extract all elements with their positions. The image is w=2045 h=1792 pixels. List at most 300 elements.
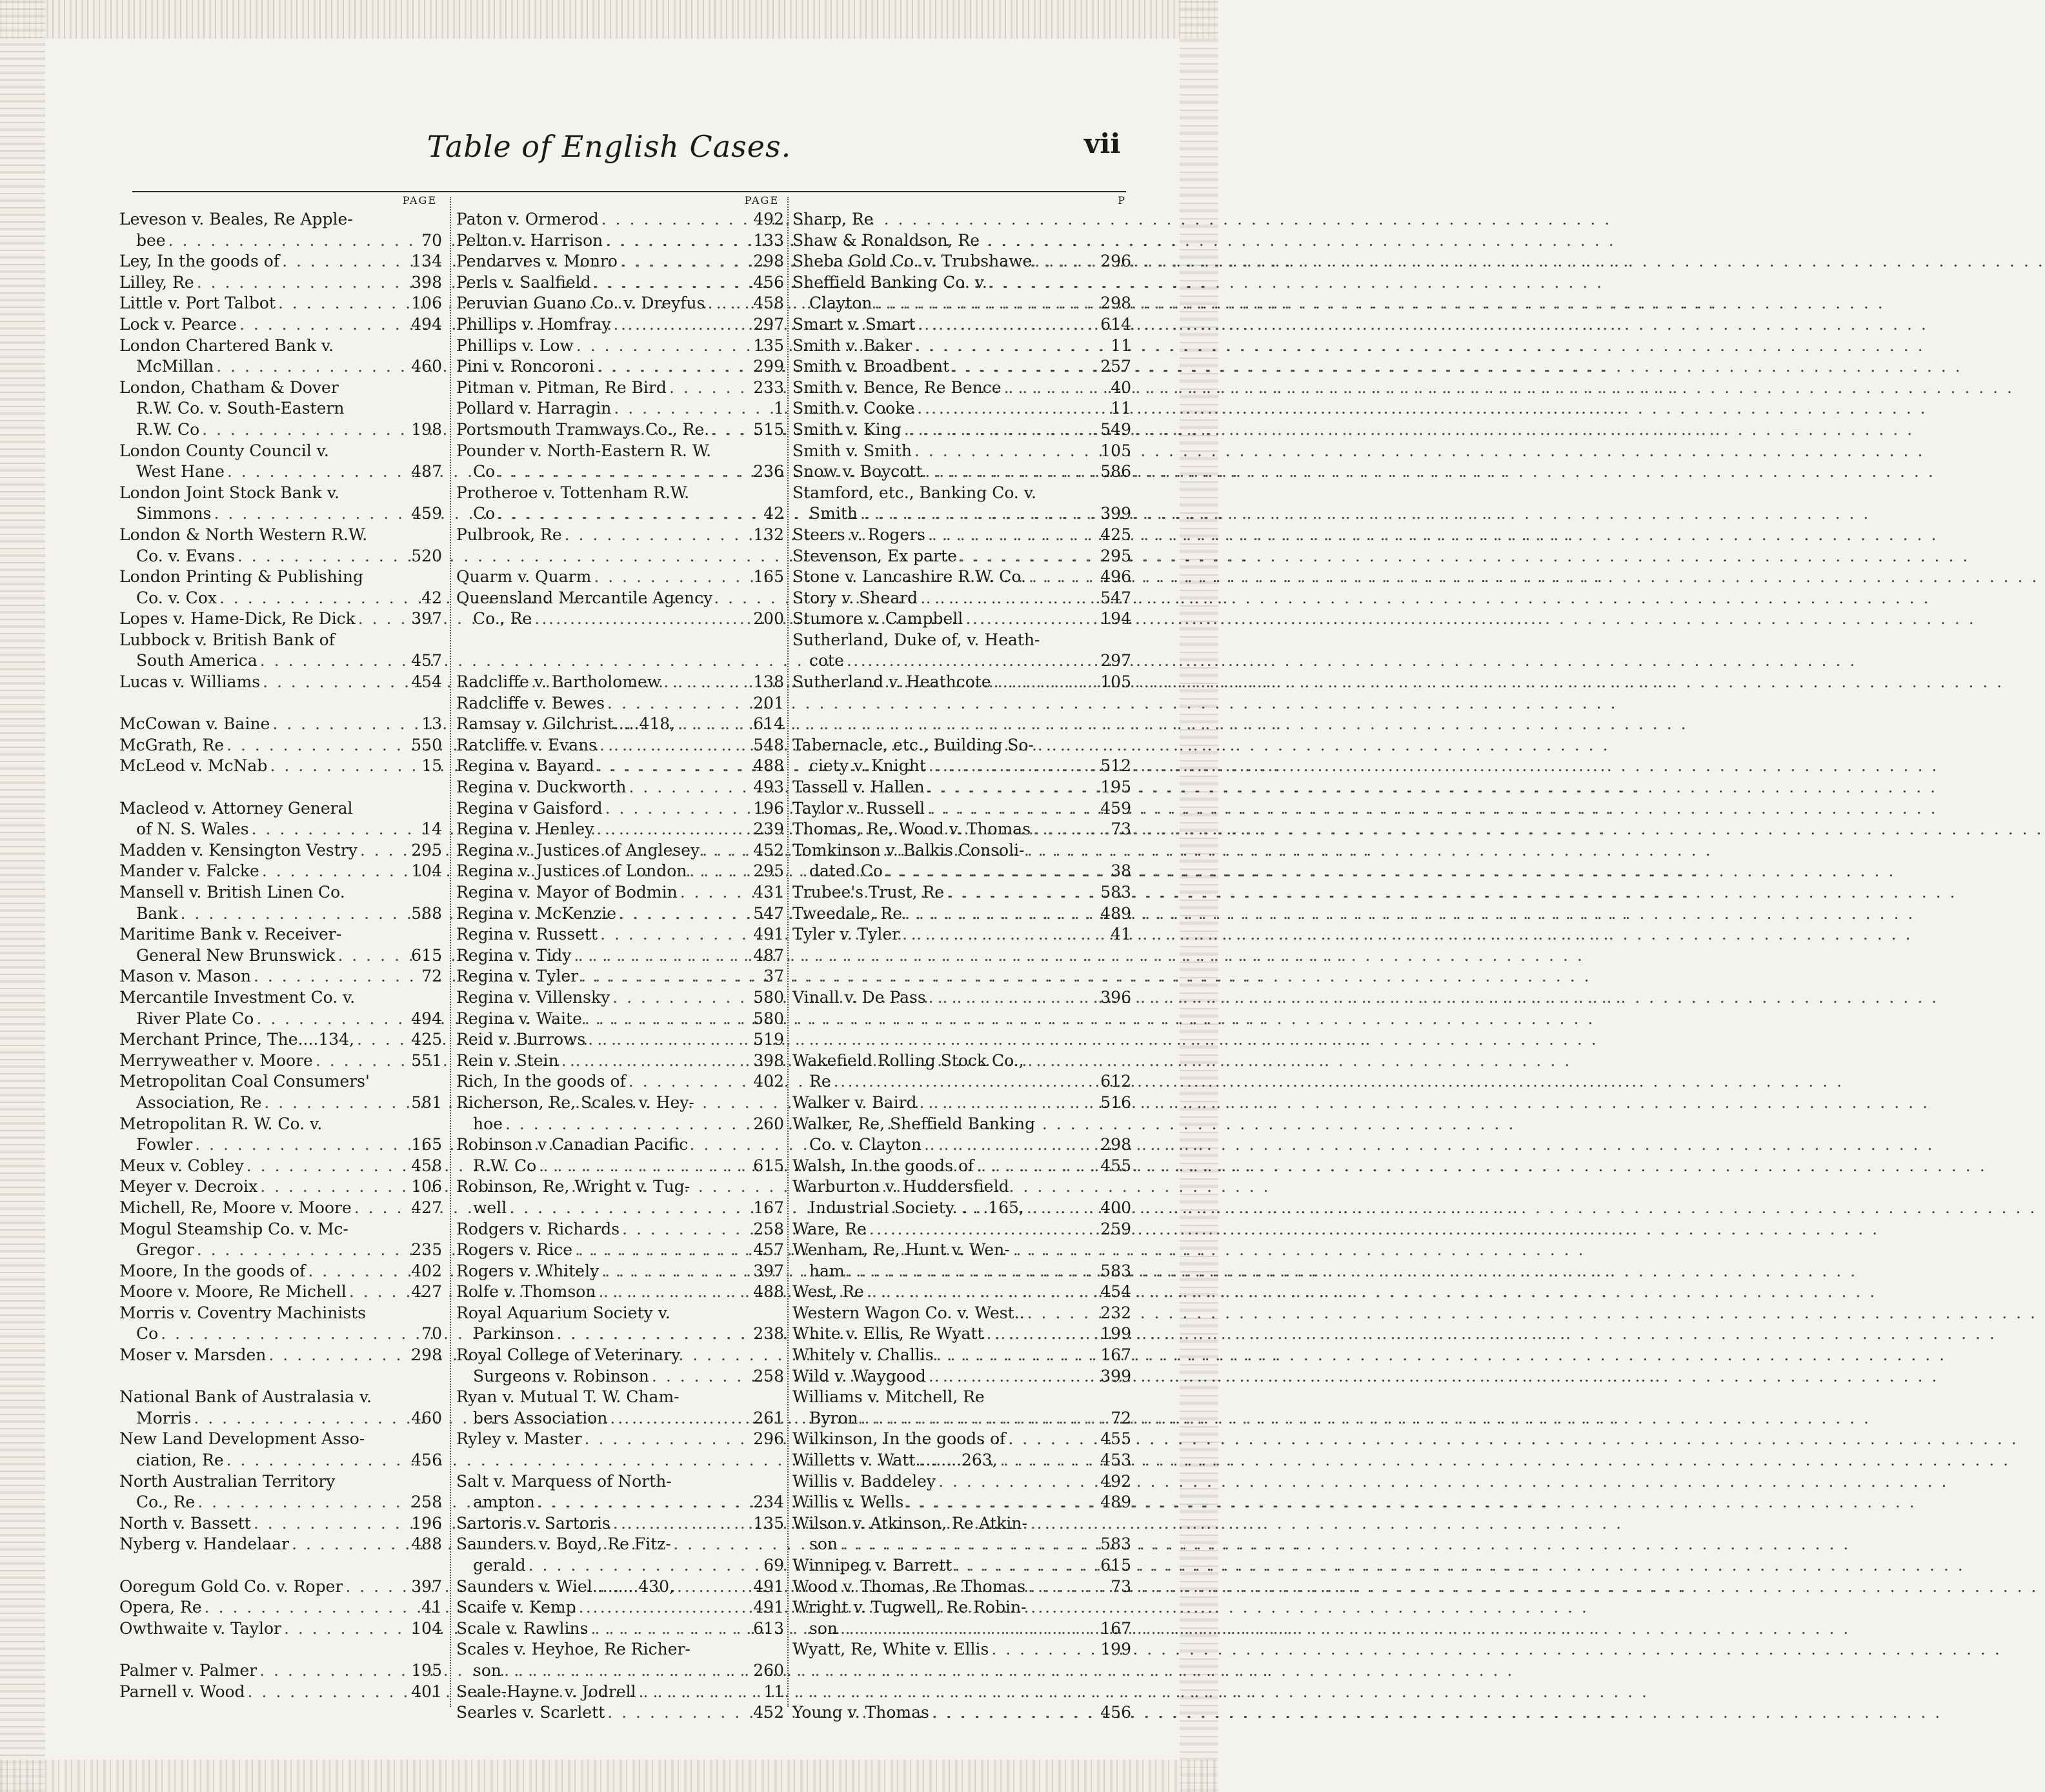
dot-leader — [663, 672, 751, 693]
page-ref: 516 — [1100, 1092, 1131, 1112]
case-entry — [792, 441, 1131, 462]
page-ref: 586 — [1100, 462, 1131, 481]
case-entry — [456, 966, 784, 987]
page-ref: 165 — [411, 1135, 442, 1154]
dot-leader — [976, 1156, 1098, 1177]
page-ref: 548 — [753, 735, 784, 754]
page-ref: 452 — [753, 1703, 784, 1722]
case-name: Rich, In the goods of — [456, 1072, 626, 1091]
page-ref: 298 — [753, 252, 784, 271]
case-name: Radcliffe v. Bartholomew — [456, 672, 661, 692]
case-name: Macleod v. Attorney General — [119, 798, 353, 818]
case-entry — [792, 819, 1131, 840]
page-ref: 400 — [1100, 1198, 1131, 1217]
case-name: Fowler — [136, 1135, 193, 1154]
case-entry — [792, 356, 1131, 378]
dot-leader — [263, 672, 408, 693]
case-name: Taylor v. Russell — [792, 798, 925, 818]
page-ref: 195 — [411, 1660, 442, 1680]
case-name: Leveson v. Beales, Re Apple- — [119, 210, 353, 228]
case-name: Sheba Gold Co. v. Trubshawe — [792, 252, 1033, 271]
case-name: Searles v. Scarlett — [456, 1703, 605, 1722]
spacer-row — [119, 1555, 442, 1576]
case-entry — [456, 588, 784, 609]
case-entry — [456, 693, 784, 714]
dot-leader — [272, 714, 414, 735]
case-entry — [456, 1345, 784, 1366]
case-entry — [792, 924, 1131, 945]
case-entry — [456, 798, 784, 820]
dot-leader — [561, 1051, 751, 1072]
page-ref: 298 — [1100, 294, 1131, 313]
case-name: Moore v. Moore, Re Michell — [119, 1282, 347, 1302]
dot-leader — [840, 1534, 1098, 1555]
dot-leader — [929, 756, 1098, 777]
case-name: Tweedale, Re — [792, 903, 902, 923]
spacer-row — [792, 693, 1131, 714]
spacer-row — [792, 714, 1131, 735]
dot-leader — [929, 987, 1098, 1009]
dot-leader — [601, 209, 751, 230]
dot-leader — [509, 1198, 751, 1219]
page-ref: 72 — [1111, 1408, 1131, 1427]
page-ref: 491 — [753, 1576, 784, 1596]
case-entry — [119, 588, 442, 609]
dot-leader — [906, 1492, 1098, 1513]
page-ref: 38 — [1111, 861, 1131, 881]
page-ref: 520 — [411, 546, 442, 565]
dot-leader — [1027, 1198, 1098, 1219]
page-ref: 398 — [753, 1051, 784, 1070]
page-ref: 425 — [411, 1030, 442, 1049]
page-ref: 402 — [411, 1261, 442, 1280]
case-name: Willis v. Wells — [792, 1493, 904, 1512]
dot-leader — [505, 1114, 751, 1135]
case-name: Lilley, Re — [119, 272, 194, 292]
case-name: Willis v. Baddeley — [792, 1471, 936, 1491]
case-name: Pounder v. North-Eastern R. W. — [456, 441, 712, 460]
case-name: ampton — [473, 1493, 535, 1512]
case-entry — [792, 1071, 1131, 1092]
case-name: Little v. Port Talbot — [119, 294, 276, 313]
dot-leader — [260, 650, 409, 672]
case-name: Walker v. Baird — [792, 1092, 917, 1112]
case-name: Williams v. Mitchell, Re — [792, 1387, 985, 1407]
case-name: Regina v. Justices of London — [456, 861, 687, 881]
case-entry — [119, 1324, 442, 1345]
case-entry — [456, 1029, 784, 1051]
page-ref: 581 — [411, 1092, 442, 1112]
dot-leader — [920, 1092, 1098, 1114]
case-entry — [119, 1303, 442, 1324]
case-name: Mogul Steamship Co. v. Mc- — [119, 1219, 348, 1238]
dot-leader — [581, 966, 756, 987]
page-ref: 456 — [411, 1451, 442, 1470]
page-ref: 259 — [1100, 1219, 1131, 1238]
page-ref: 489 — [1100, 903, 1131, 923]
case-name: Smith v. Cooke — [792, 399, 915, 418]
case-name: Sheffield Banking Co. v. — [792, 272, 987, 292]
case-name: Sutherland, Duke of, v. Heath- — [792, 630, 1040, 649]
dot-leader — [214, 503, 409, 525]
case-entry — [792, 1429, 1131, 1450]
case-entry — [456, 1639, 784, 1660]
page-ref: 235 — [411, 1240, 442, 1260]
case-entry — [456, 1682, 784, 1703]
dot-leader — [565, 525, 751, 546]
page-ref: 425 — [1100, 525, 1131, 544]
case-entry — [456, 503, 784, 525]
case-name: Wyatt, Re, White v. Ellis — [792, 1640, 989, 1659]
case-entry — [119, 1176, 442, 1198]
dot-leader — [585, 1429, 751, 1450]
case-name: Smith — [809, 504, 858, 523]
case-name: Willetts v. Watt.........263, — [792, 1451, 998, 1470]
page-column-head: PAGE — [402, 194, 437, 206]
case-entry — [119, 293, 442, 314]
page-ref: 583 — [1100, 1261, 1131, 1280]
case-entry — [456, 1429, 784, 1450]
case-name: Merryweather v. Moore — [119, 1051, 313, 1070]
case-name: Reid v. Burrows — [456, 1030, 586, 1049]
case-entry — [119, 230, 442, 252]
case-name: Story v. Sheard — [792, 588, 918, 607]
page-ref: 105 — [1100, 441, 1131, 460]
dot-leader — [1000, 1450, 1098, 1471]
page-ref: 496 — [1100, 567, 1131, 587]
case-name: Wild v. Waygood — [792, 1366, 926, 1385]
case-entry — [456, 1071, 784, 1092]
case-entry — [119, 1471, 442, 1493]
case-entry — [792, 1324, 1131, 1345]
case-entry — [119, 1282, 442, 1303]
dot-leader — [678, 714, 751, 735]
dot-leader — [847, 650, 1098, 672]
case-entry — [119, 546, 442, 567]
case-name: Robinson v Canadian Pacific — [456, 1135, 689, 1154]
case-name: Ryley v. Master — [456, 1429, 582, 1449]
page-ref: 295 — [411, 840, 442, 860]
case-name: Meyer v. Decroix — [119, 1177, 258, 1196]
case-entry — [456, 1324, 784, 1345]
page-ref: 40 — [1111, 378, 1131, 397]
case-name: Parkinson — [473, 1324, 554, 1344]
page-ref: 487 — [753, 945, 784, 965]
case-entry — [119, 1092, 442, 1114]
case-entry — [456, 1009, 784, 1030]
case-entry — [119, 1345, 442, 1366]
dot-leader — [576, 336, 751, 357]
dot-leader — [1029, 567, 1098, 588]
dot-leader — [161, 1324, 414, 1345]
page-ref: 588 — [411, 903, 442, 923]
header-rule — [132, 191, 1126, 192]
dot-leader — [574, 945, 751, 967]
dot-leader — [557, 1324, 751, 1345]
page-ref: 492 — [1100, 1471, 1131, 1491]
case-name: Metropolitan R. W. Co. v. — [119, 1114, 323, 1133]
dot-leader — [216, 356, 408, 378]
page-ref: 133 — [753, 230, 784, 250]
dot-leader — [579, 1597, 751, 1618]
page-ref: 427 — [411, 1282, 442, 1302]
page-ref: 583 — [1100, 1535, 1131, 1554]
case-name: Radcliffe v. Bewes — [456, 693, 605, 712]
index-column-1 — [119, 194, 442, 1716]
case-entry — [119, 1429, 442, 1450]
dot-leader — [965, 609, 1098, 630]
case-name: Snow v. Boycott — [792, 462, 923, 481]
case-entry — [792, 483, 1131, 504]
page-ref: 399 — [1100, 504, 1131, 523]
page-ref: 494 — [411, 314, 442, 334]
case-entry — [119, 861, 442, 882]
page-ref: 613 — [753, 1618, 784, 1638]
case-name: Co. v. Clayton — [809, 1135, 922, 1154]
page-ref: 200 — [753, 609, 784, 629]
page-ref: 37 — [763, 967, 784, 986]
case-entry — [456, 1282, 784, 1303]
page-ref: 456 — [1100, 1703, 1131, 1722]
dot-leader — [1027, 1303, 1098, 1324]
case-entry — [119, 1134, 442, 1156]
case-entry — [456, 819, 784, 840]
dot-leader — [620, 251, 751, 272]
dot-leader — [927, 798, 1098, 820]
case-entry — [792, 861, 1131, 882]
page-ref: 549 — [1100, 419, 1131, 439]
dot-leader — [284, 1618, 408, 1640]
case-entry — [456, 525, 784, 546]
page-ref: 167 — [753, 1198, 784, 1217]
case-name: Ley, In the goods of — [119, 252, 280, 271]
case-entry — [119, 840, 442, 861]
case-name: London Joint Stock Bank v. — [119, 483, 339, 502]
case-entry — [119, 525, 442, 546]
page-ref: 70 — [421, 1324, 442, 1344]
page-ref: 42 — [421, 588, 442, 607]
case-name: Nyberg v. Handelaar — [119, 1535, 290, 1554]
case-name: Co. v. Evans — [136, 546, 235, 565]
dot-leader — [601, 1261, 751, 1282]
case-name: Clayton — [809, 294, 872, 313]
page-ref: 42 — [763, 504, 784, 523]
dot-leader — [195, 1134, 408, 1156]
case-name: Phillips v. Homfray — [456, 314, 611, 334]
case-entry — [456, 1471, 784, 1493]
case-entry — [792, 1387, 1131, 1408]
case-entry — [456, 1114, 784, 1135]
case-entry — [119, 987, 442, 1009]
case-entry — [792, 1618, 1131, 1640]
case-name: Wood v. Thomas, Re Thomas — [792, 1576, 1026, 1596]
page-ref: 580 — [753, 1009, 784, 1028]
page-ref: 492 — [753, 210, 784, 228]
case-name: Portsmouth Tramways Co., Re. — [456, 419, 710, 439]
case-entry — [456, 1408, 784, 1429]
page-column-head: PAGE — [744, 194, 779, 206]
case-entry — [792, 630, 1131, 651]
page-ref: 431 — [753, 883, 784, 901]
page-ref: 69 — [763, 1556, 784, 1575]
page-ref: 295 — [753, 861, 784, 881]
dot-leader — [227, 735, 408, 756]
case-entry — [456, 714, 784, 735]
case-entry — [792, 546, 1131, 567]
case-entry — [456, 336, 784, 357]
case-name: Parnell v. Wood — [119, 1682, 245, 1701]
page-ref: 238 — [753, 1324, 784, 1344]
case-name: Association, Re — [136, 1092, 262, 1112]
index-column-2 — [456, 194, 784, 1722]
case-name: Wenham, Re, Hunt v. Wen- — [792, 1240, 1010, 1260]
case-name: General New Brunswick — [136, 945, 336, 965]
dot-leader — [358, 609, 409, 630]
case-entry — [119, 1114, 442, 1135]
dot-leader — [248, 1682, 409, 1703]
case-name: North v. Bassett — [119, 1513, 251, 1533]
page-ref: 550 — [411, 735, 442, 754]
page-ref: 198 — [411, 419, 442, 439]
case-entry — [792, 903, 1131, 925]
page-ref: 488 — [753, 1282, 784, 1302]
page-ref: 488 — [753, 756, 784, 776]
case-name: Mansell v. British Linen Co. — [119, 883, 345, 901]
dot-leader — [927, 777, 1098, 798]
dot-leader — [308, 1261, 408, 1282]
case-name: Smith v. Smith — [792, 441, 912, 460]
case-entry — [792, 272, 1131, 294]
dot-leader — [904, 419, 1098, 441]
case-entry — [119, 903, 442, 925]
page-ref: 239 — [753, 820, 784, 839]
case-entry — [792, 398, 1131, 419]
case-name: Smith v. Bence, Re Bence — [792, 378, 1002, 397]
case-entry — [792, 1051, 1131, 1072]
case-entry — [119, 398, 442, 419]
spacer-row — [456, 630, 784, 651]
dot-leader — [205, 1597, 414, 1618]
page-ref: 299 — [753, 357, 784, 376]
case-entry — [119, 1534, 442, 1555]
case-name: Moore, In the goods of — [119, 1261, 306, 1280]
dot-leader — [357, 1029, 408, 1051]
page-ref: 397 — [411, 609, 442, 629]
dot-leader — [619, 903, 751, 925]
case-name: Scales v. Heyhoe, Re Richer- — [456, 1640, 690, 1659]
case-name: Lock v. Pearce — [119, 314, 237, 334]
case-name: Ryan v. Mutual T. W. Cham- — [456, 1387, 680, 1407]
dot-leader — [994, 672, 1098, 693]
spacer-row — [119, 1639, 442, 1660]
case-entry — [119, 756, 442, 777]
case-name: Scaife v. Kemp — [456, 1598, 576, 1617]
case-name: Rogers v. Whitely — [456, 1261, 599, 1280]
page-ref: 258 — [753, 1219, 784, 1238]
case-name: Smith v. Broadbent — [792, 357, 950, 376]
dot-leader — [936, 1345, 1098, 1366]
dot-leader — [588, 1029, 751, 1051]
dot-leader — [600, 924, 751, 945]
dot-leader — [316, 1051, 408, 1072]
page-ref: 11 — [1111, 336, 1131, 355]
dot-leader — [612, 987, 751, 1009]
dot-leader — [254, 966, 414, 987]
case-entry — [792, 1492, 1131, 1513]
dot-leader — [575, 1240, 751, 1261]
case-entry — [119, 882, 442, 903]
case-entry — [119, 609, 442, 630]
case-name: Quarm v. Quarm — [456, 567, 592, 587]
page-ref: 454 — [411, 672, 442, 692]
dot-leader — [529, 1555, 756, 1576]
page-ref: 615 — [1100, 1556, 1131, 1575]
page-ref: 615 — [753, 1156, 784, 1175]
spacer-row — [792, 1660, 1131, 1682]
case-entry — [119, 1618, 442, 1640]
dot-leader — [1034, 251, 1098, 272]
case-name: Smart v. Smart — [792, 314, 916, 334]
page-ref: 104 — [411, 861, 442, 881]
dot-leader — [538, 1492, 751, 1513]
index-column-3 — [792, 194, 1131, 1722]
dot-leader — [677, 1576, 751, 1598]
dot-leader — [914, 441, 1098, 462]
page-ref: 1 — [774, 399, 784, 418]
case-entry — [119, 483, 442, 504]
page-ref: 402 — [753, 1072, 784, 1091]
page-ref: 11 — [763, 1682, 784, 1701]
case-entry — [792, 1702, 1131, 1724]
case-name: Rogers v. Rice — [456, 1240, 573, 1260]
case-entry — [119, 1387, 442, 1408]
case-entry — [792, 1408, 1131, 1429]
dot-leader — [270, 756, 414, 777]
case-entry — [456, 1534, 784, 1555]
page-ref: 135 — [753, 336, 784, 355]
case-name: McLeod v. McNab — [119, 756, 268, 776]
dot-leader — [932, 1702, 1098, 1724]
case-entry — [119, 1261, 442, 1282]
dot-leader — [194, 1408, 408, 1429]
page-ref: 296 — [753, 1429, 784, 1449]
dot-leader — [991, 1639, 1098, 1660]
case-entry — [792, 672, 1131, 693]
case-entry — [792, 1092, 1131, 1114]
dot-leader — [885, 861, 1103, 882]
dot-leader — [925, 461, 1098, 483]
dot-leader — [938, 1471, 1098, 1493]
case-entry — [119, 419, 442, 441]
case-entry — [119, 1219, 442, 1240]
page-ref: 138 — [753, 672, 784, 692]
case-entry — [456, 1513, 784, 1535]
page-ref: 105 — [1100, 672, 1131, 692]
case-name: ciety v. Knight — [809, 756, 926, 776]
case-name: Meux v. Cobley — [119, 1156, 244, 1175]
case-name: Tassell v. Hallen — [792, 778, 925, 797]
case-entry — [792, 840, 1131, 861]
case-entry — [119, 1051, 442, 1072]
dot-leader — [613, 1513, 751, 1535]
page-ref: 399 — [1100, 1366, 1131, 1385]
dot-leader — [181, 903, 409, 925]
case-name: Scale v. Rawlins — [456, 1618, 589, 1638]
dot-leader — [1028, 1576, 1103, 1598]
spacer-row — [119, 693, 442, 714]
page-ref: 401 — [411, 1682, 442, 1701]
dot-leader — [702, 840, 751, 861]
